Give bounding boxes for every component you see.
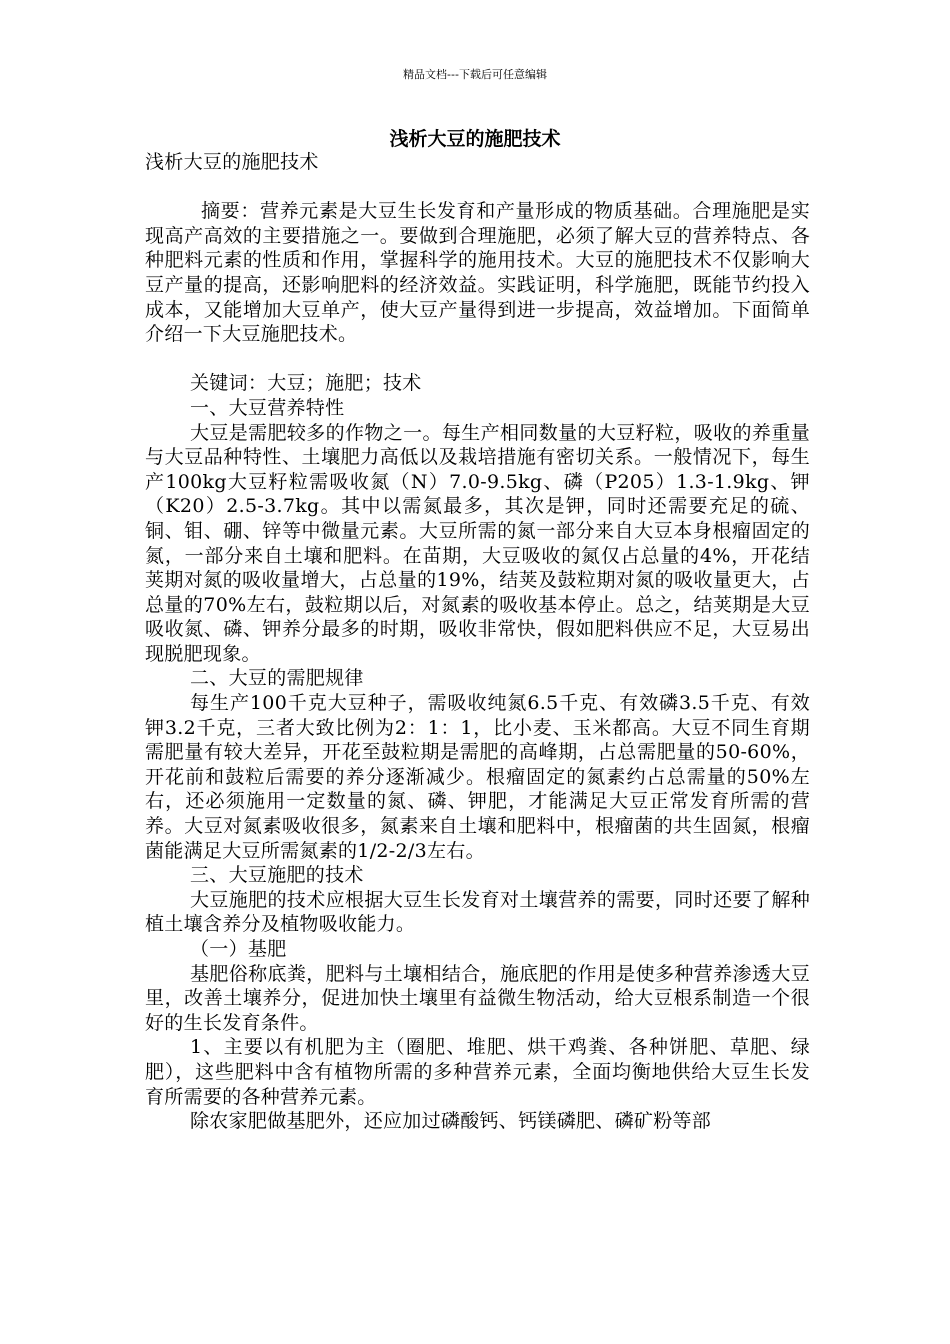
document-body [145,150,810,1134]
blank-line [145,175,810,200]
section-2-paragraph: 每生产100千克大豆种子，需吸收纯氮6.5千克、有效磷3.5千克、有效钾3.2千克，三者大致比例为2：1：1，比小麦、玉米都高。大豆不同生育期需肥量有较大差异，开花至鼓粒期是需肥的高峰期，占总需肥量的50-60%，开花前和鼓粒后需要的养分逐渐减少。根瘤固定的氮素约占总需量的50%左右，还必须施用一定数量的氮、磷、钾肥，才能满足大豆正常发育所需的营养。大豆对氮素吸收很多，氮素来自土壤和肥料中，根瘤菌的共生固氮，根瘤菌能满足大豆所需氮素的1/2-2/3左右。 [145,692,810,862]
list-item-1-continuation: 除农家肥做基肥外，还应加过磷酸钙、钙镁磷肥、磷矿粉等部 [190,1110,712,1133]
section-3-heading: 三、大豆施肥的技术 [190,864,364,887]
list-item-1: 1、主要以有机肥为主（圈肥、堆肥、烘干鸡粪、各种饼肥、草肥、绿肥），这些肥料中含有植物所需的多种营养元素，全面均衡地供给大豆生长发育所需要的各种营养元素。 [145,1036,810,1108]
section-3-paragraph: 大豆施肥的技术应根据大豆生长发育对土壤营养的需要，同时还要了解种植土壤含养分及植物吸收能力。 [145,888,810,936]
blank-line [145,347,810,372]
keywords-line: 关键词：大豆；施肥；技术 [190,372,422,395]
section-1-paragraph: 大豆是需肥较多的作物之一。每生产相同数量的大豆籽粒，吸收的养重量与大豆品种特性、土壤肥力高低以及栽培措施有密切关系。一般情况下，每生产100kg大豆籽粒需吸收氮（N）7.0-9.5kg、磷（P205）1.3-1.9kg、钾（K20）2.5-3.7kg。其中以需氮最多，其次是钾，同时还需要充足的硫、铜、钼、硼、锌等中微量元素。大豆所需的氮一部分来自大豆本身根瘤固定的氮，一部分来自土壤和肥料。在苗期，大豆吸收的氮仅占总量的4%，开花结荚期对氮的吸收量增大，占总量的19%，结荚及鼓粒期对氮的吸收量更大，占总量的70%左右，鼓粒期以后，对氮素的吸收基本停止。总之，结荚期是大豆吸收氮、磷、钾养分最多的时期，吸收非常快，假如肥料供应不足，大豆易出现脱肥现象。 [145,421,810,665]
page-header: 精品文档---下载后可任意编辑 [403,68,547,81]
section-2-heading: 二、大豆的需肥规律 [190,667,364,690]
section-1-heading: 一、大豆营养特性 [190,396,345,419]
subsection-1-paragraph: 基肥俗称底粪，肥料与土壤相结合，施底肥的作用是使多种营养渗透大豆里，改善土壤养分，促进加快土壤里有益微生物活动，给大豆根系制造一个很好的生长发育条件。 [145,962,810,1034]
document-subtitle: 浅析大豆的施肥技术 [145,151,319,173]
subsection-1-heading: （一）基肥 [190,938,287,960]
document-title: 浅析大豆的施肥技术 [389,128,561,150]
abstract-paragraph: 摘要：营养元素是大豆生长发育和产量形成的物质基础。合理施肥是实现高产高效的主要措施之一。要做到合理施肥，必须了解大豆的营养特点、各种肥料元素的性质和作用，掌握科学的施用技术。大豆的施肥技术不仅影响大豆产量的提高，还影响肥料的经济效益。实践证明，科学施肥，既能节约投入成本，又能增加大豆单产，使大豆产量得到进一步提高，效益增加。下面简单介绍一下大豆施肥技术。 [145,200,810,346]
